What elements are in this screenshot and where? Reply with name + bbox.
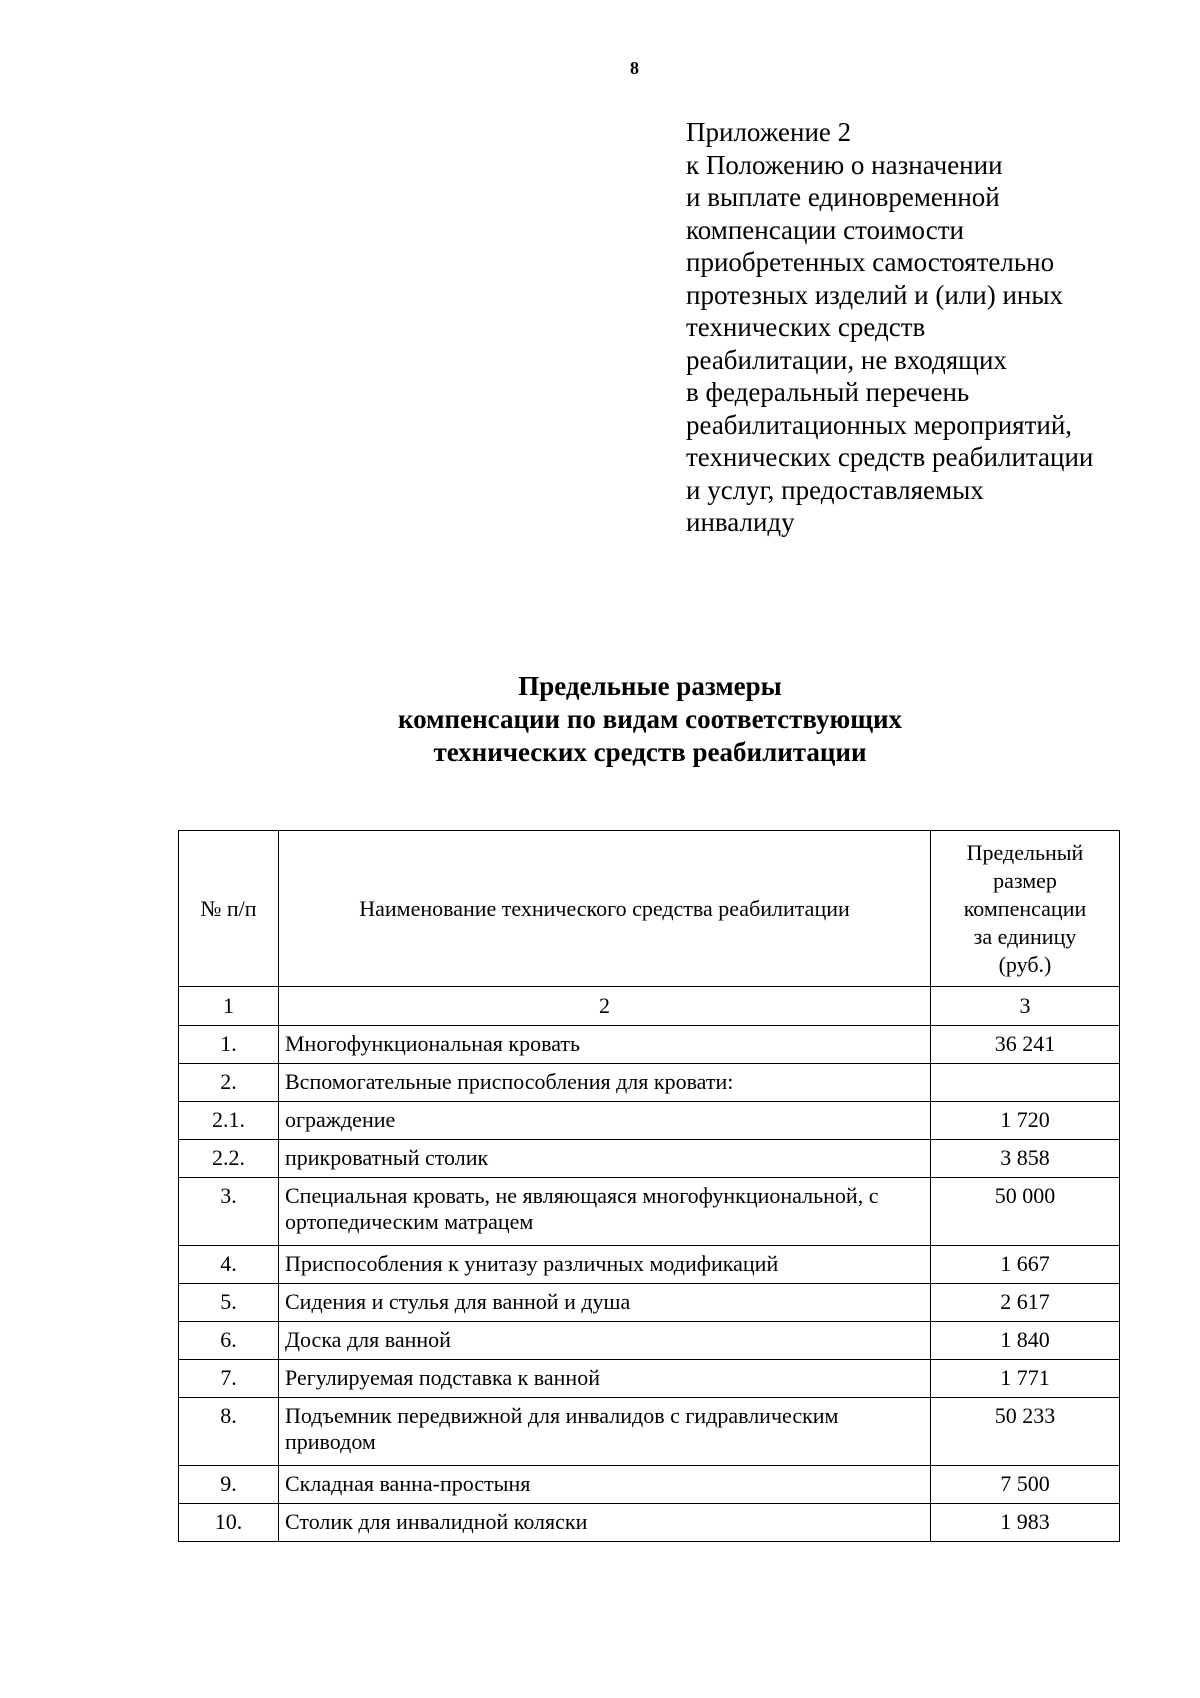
table-row [179,1466,1120,1504]
header-name: Наименование технического средства реабилитации [279,831,931,987]
row-name: прикроватный столик [279,1140,931,1178]
appendix-line: Приложение 2 [686,117,852,147]
row-number: 1. [179,1026,279,1064]
row-number: 2.1. [179,1102,279,1140]
appendix-line: к Положению о назначении [686,149,1003,180]
table-row [179,1246,1120,1284]
table-row [179,1178,1120,1246]
table-row [179,1360,1120,1398]
header-amount-line: (руб.) [998,951,1052,977]
row-number: 3. [179,1178,279,1246]
row-amount [931,1064,1120,1102]
appendix-line: приобретенных самостоятельно [686,247,1055,277]
row-amount: 1 840 [931,1322,1120,1360]
row-name: Сидения и стулья для ванной и душа [279,1284,931,1322]
header-number: № п/п [179,831,279,987]
page-number: 8 [630,58,639,78]
row-name: ограждение [279,1102,931,1140]
row-number: 2.2. [179,1140,279,1178]
row-number: 2. [179,1064,279,1102]
header-amount-line: размер [993,867,1057,893]
appendix-line: технических средств реабилитации [686,442,1094,472]
appendix-line: в федеральный перечень [686,377,970,407]
row-number: 8. [179,1398,279,1466]
document-title [200,670,1100,769]
compensation-table [178,830,1120,1542]
header-amount-line: Предельный [966,839,1084,865]
appendix-line: инвалиду [686,507,795,537]
row-amount: 7 500 [931,1466,1120,1504]
row-amount: 50 233 [931,1398,1120,1466]
row-amount: 1 771 [931,1360,1120,1398]
header-amount [931,831,1120,987]
table-header-row [179,831,1120,987]
row-amount: 1 720 [931,1102,1120,1140]
appendix-line: реабилитационных мероприятий, [686,409,1073,440]
row-amount: 1 667 [931,1246,1120,1284]
table-row [179,1504,1120,1542]
row-amount: 3 858 [931,1140,1120,1178]
title-line: Предельные размеры [518,671,782,701]
row-name: Многофункциональная кровать [279,1026,931,1064]
appendix-line: технических средств [686,312,926,342]
table-row [179,1064,1120,1102]
title-line: компенсации по видам соответствующих [397,704,903,734]
header-amount-line: за единицу [973,923,1077,949]
appendix-line: протезных изделий и (или) иных [686,279,1064,310]
row-amount: 36 241 [931,1026,1120,1064]
row-number: 6. [179,1322,279,1360]
table-row [179,1322,1120,1360]
row-number: 5. [179,1284,279,1322]
appendix-line: реабилитации, не входящих [686,344,1007,375]
row-name: Складная ванна-простыня [279,1466,931,1504]
row-name: Приспособления к унитазу различных модификаций [279,1246,931,1284]
row-number: 4. [179,1246,279,1284]
row-name: Вспомогательные приспособления для кровати: [279,1064,931,1102]
column-number: 3 [931,987,1120,1026]
row-amount: 1 983 [931,1504,1120,1542]
table-row [179,1398,1120,1466]
row-number: 7. [179,1360,279,1398]
row-name: Специальная кровать, не являющаяся многофункциональной, с ортопедическим матрацем [279,1178,931,1246]
row-name: Столик для инвалидной коляски [279,1504,931,1542]
column-number: 2 [279,987,931,1026]
row-name: Подъемник передвижной для инвалидов с гидравлическим приводом [279,1398,931,1466]
appendix-line: и услуг, предоставляемых [686,474,984,505]
header-amount-line: компенсации [963,895,1087,921]
title-line: технических средств реабилитации [433,737,867,767]
column-number: 1 [179,987,279,1026]
row-amount: 2 617 [931,1284,1120,1322]
table-row [179,1026,1120,1064]
column-number-row [179,987,1120,1026]
row-amount: 50 000 [931,1178,1120,1246]
row-number: 9. [179,1466,279,1504]
row-number: 10. [179,1504,279,1542]
appendix-header [686,116,1126,539]
table-row [179,1284,1120,1322]
table-row [179,1140,1120,1178]
row-name: Доска для ванной [279,1322,931,1360]
row-name: Регулируемая подставка к ванной [279,1360,931,1398]
appendix-line: компенсации стоимости [686,214,964,245]
appendix-line: и выплате единовременной [686,182,1000,212]
table-row [179,1102,1120,1140]
